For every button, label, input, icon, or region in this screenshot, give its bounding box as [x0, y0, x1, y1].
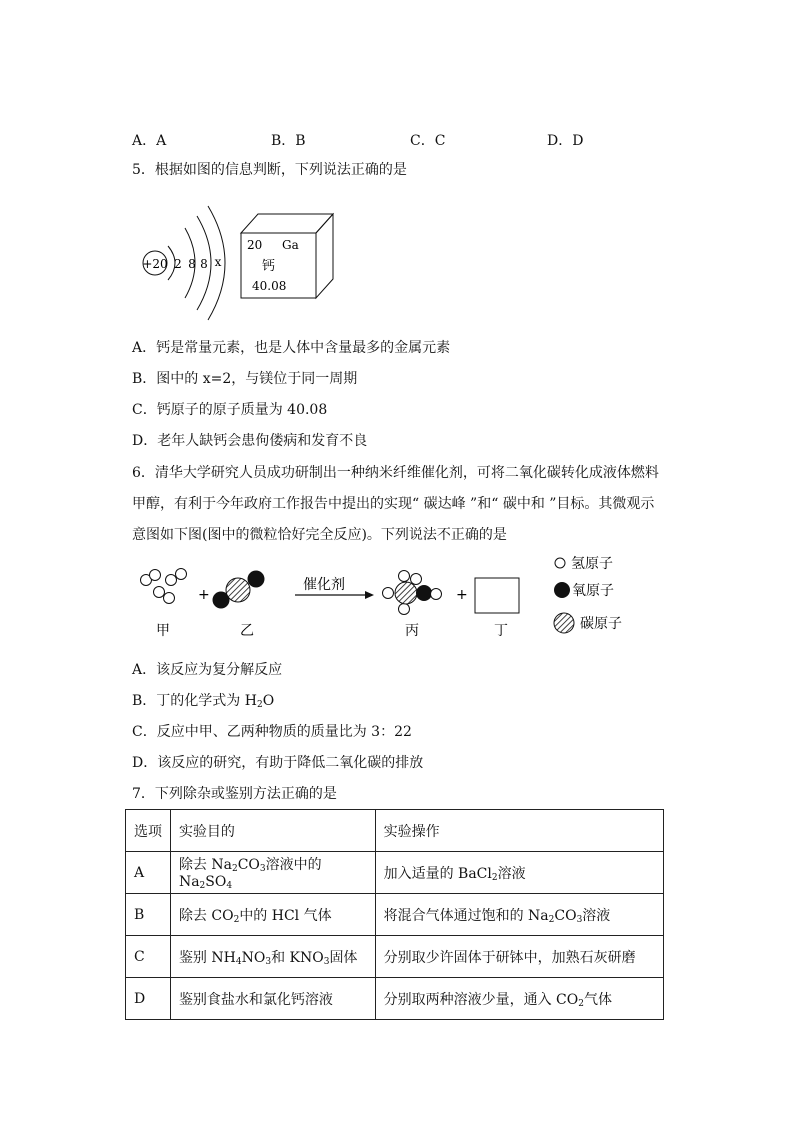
q5-option-a: A．钙是常量元素，也是人体中含量最多的金属元素: [132, 340, 451, 356]
q4-options: [132, 130, 672, 148]
q6-reaction-diagram: [130, 553, 640, 645]
table-row: [126, 936, 664, 978]
q6-option-a: A．该反应为复分解反应: [132, 662, 283, 678]
row-key: D: [126, 978, 171, 1020]
q5-option-d: D．老年人缺钙会患佝偻病和发育不良: [132, 433, 368, 449]
row-goal: 除去 $Na_2CO_3$溶液中的 $Na_2SO_4$: [170, 852, 375, 894]
legend-hydrogen: 氢原子: [571, 556, 613, 572]
q5-stem: 5．根据如图的信息判断，下列说法正确的是: [132, 162, 407, 178]
q6-option-b: B．丁的化学式为 $H_2O$: [132, 693, 275, 710]
header-option: 选项: [126, 810, 171, 852]
label-ding: 丁: [494, 623, 508, 639]
product-bing-molecule: [383, 571, 442, 615]
q7-stem: 7．下列除杂或鉴别方法正确的是: [132, 786, 337, 802]
q4-option-d: D．D: [547, 133, 584, 149]
q6-option-c: C．反应中甲、乙两种物质的质量比为 3：22: [132, 724, 412, 740]
q5-option-b: B．图中的 x=2，与镁位于同一周期: [132, 371, 358, 387]
element-name: 钙: [262, 259, 276, 274]
row-goal: 鉴别食盐水和氯化钙溶液: [170, 978, 375, 1020]
row-operation: 加入适量的 BaCl$_2$溶液: [375, 852, 663, 894]
shell-electrons-1: 2: [174, 257, 182, 271]
reactant-yi-molecule: [213, 571, 265, 609]
header-goal: 实验目的: [170, 810, 375, 852]
row-key: B: [126, 894, 171, 936]
element-cube: [241, 214, 333, 298]
shell-electrons-3: 8: [200, 257, 208, 271]
q5-option-c: C．钙原子的原子质量为 40.08: [132, 402, 328, 418]
header-operation: 实验操作: [375, 810, 663, 852]
product-ding-box: [475, 578, 519, 613]
row-goal: 除去 $CO_2$中的 HCl 气体: [170, 894, 375, 936]
reactant-jia-molecules: [141, 569, 187, 604]
row-key: C: [126, 936, 171, 978]
plus-sign-1: +: [198, 587, 210, 603]
label-yi: 乙: [240, 623, 254, 639]
label-bing: 丙: [405, 623, 419, 639]
q6-stem-line-3: 意图如下图(图中的微粒恰好完全反应)。下列说法不正确的是: [132, 527, 507, 543]
row-operation: 将混合气体通过饱和的 $Na_2CO_3$溶液: [375, 894, 663, 936]
table-row: [126, 852, 664, 894]
nucleus-charge: +20: [142, 257, 168, 271]
q4-option-a: A．A: [132, 133, 167, 149]
element-number: 20: [247, 238, 263, 252]
row-operation: 分别取少许固体于研钵中，加熟石灰研磨: [375, 936, 663, 978]
q5-figure: [130, 196, 340, 321]
table-header-row: [126, 810, 664, 852]
atom-structure-diagram: [142, 206, 225, 320]
q7-table: [125, 809, 664, 1020]
q4-option-c: C．C: [410, 133, 446, 149]
shell-electrons-4: x: [214, 255, 222, 269]
shell-electrons-2: 8: [188, 257, 196, 271]
catalyst-label: 催化剂: [303, 577, 345, 593]
row-goal: 鉴别 $NH_4NO_3$和 $KNO_3$固体: [170, 936, 375, 978]
row-key: A: [126, 852, 171, 894]
element-symbol: Ga: [282, 238, 299, 252]
row-operation: 分别取两种溶液少量，通入 $CO_2$气体: [375, 978, 663, 1020]
element-mass: 40.08: [252, 279, 287, 293]
plus-sign-2: +: [456, 587, 468, 603]
table-row: [126, 894, 664, 936]
q6-stem-line-1: 6．清华大学研究人员成功研制出一种纳米纤维催化剂，可将二氧化碳转化成液体燃料: [132, 465, 659, 481]
arrow-head: [365, 591, 374, 599]
q6-option-d: D．该反应的研究，有助于降低二氧化碳的排放: [132, 755, 424, 771]
legend-carbon: 碳原子: [580, 616, 622, 632]
q6-stem-line-2: 甲醇，有利于今年政府工作报告中提出的实现“ 碳达峰 ”和“ 碳中和 ”目标。其微观示: [132, 496, 655, 512]
q4-option-b: B．B: [271, 133, 306, 149]
table-row: [126, 978, 664, 1020]
legend-oxygen: 氧原子: [572, 583, 614, 599]
legend: [554, 556, 622, 633]
label-jia: 甲: [156, 623, 170, 639]
